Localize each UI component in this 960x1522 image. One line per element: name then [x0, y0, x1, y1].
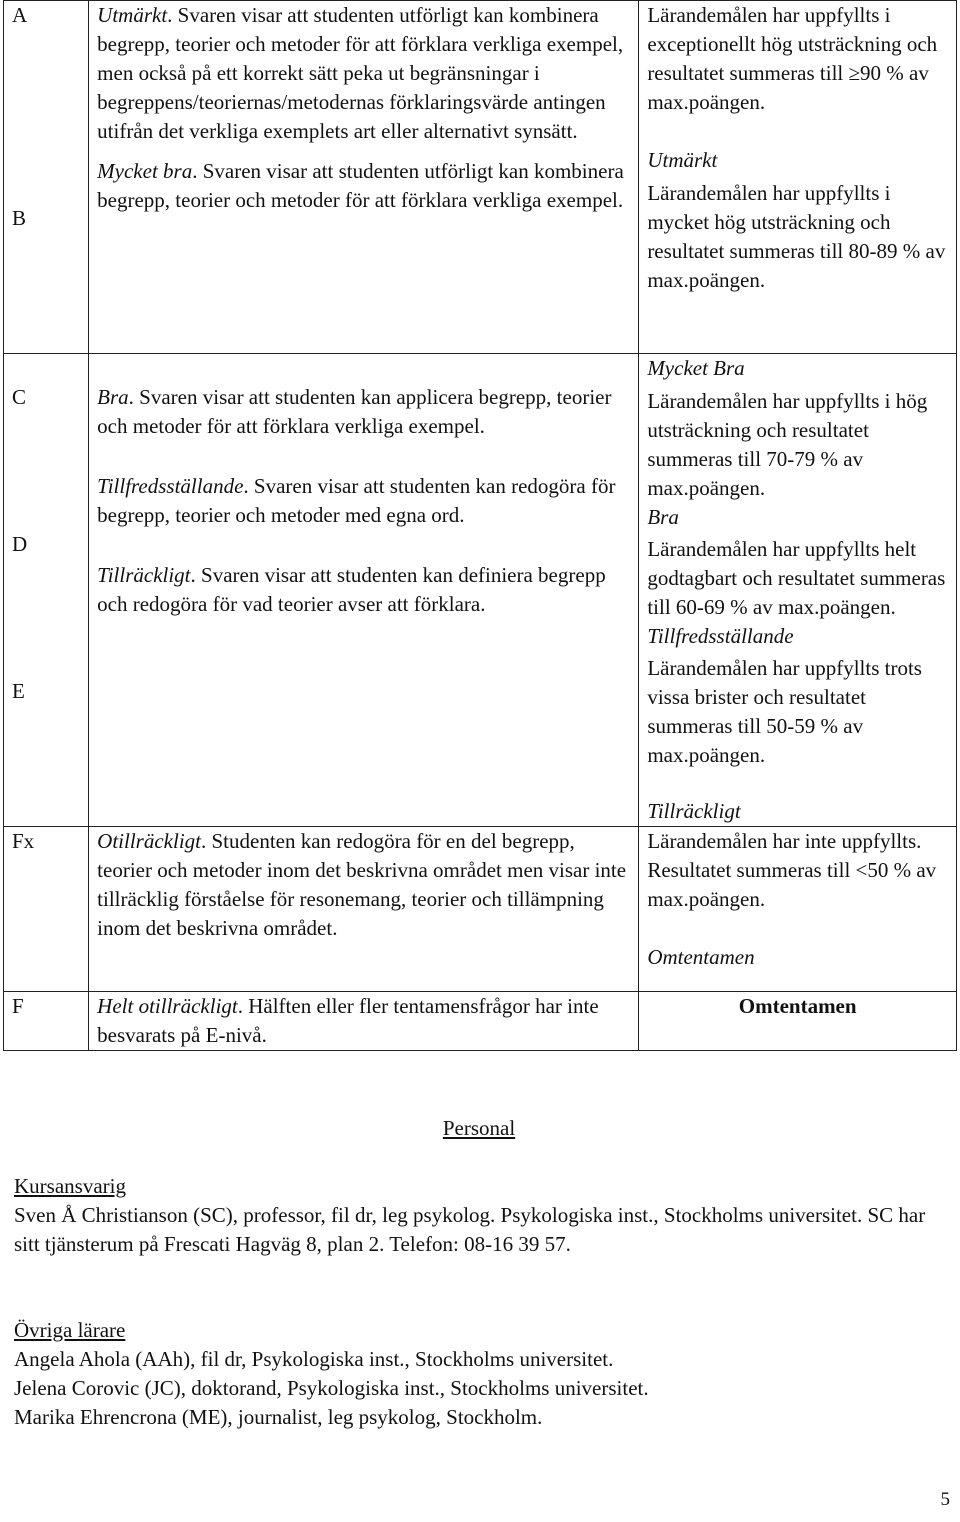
- personal-heading: [14, 1114, 944, 1143]
- kursansvarig-text: Sven Å Christianson (SC), professor, fil dr, leg psykolog. Psykologiska inst., Stockholms universitet. SC har sitt tjänsterum på Frescati Hagväg 8, plan 2. Telefon: 08-16 39 57.: [14, 1203, 926, 1256]
- grade-letter: B: [12, 206, 27, 230]
- grade-title: Tillfredsställande: [97, 474, 244, 498]
- grade-letter: C: [12, 385, 27, 409]
- grade-letter: D: [12, 532, 28, 556]
- grade-letter: E: [12, 679, 25, 703]
- table-row: [4, 992, 957, 1051]
- criteria-grade-label: Mycket Bra: [647, 356, 745, 380]
- criteria-grade-label: Omtentamen: [738, 994, 857, 1018]
- grade-letter: F: [12, 994, 24, 1018]
- grade-cell: [4, 1, 89, 354]
- page-number: 5: [940, 1489, 950, 1510]
- grade-text: . Svaren visar att studenten kan applicera begrepp, teorier och metoder för att förklara verkliga exempel.: [97, 385, 612, 438]
- teacher-line: Marika Ehrencrona (ME), journalist, leg psykolog, Stockholm.: [14, 1405, 543, 1429]
- criteria-cell: [639, 354, 957, 827]
- grade-title: Utmärkt: [97, 3, 168, 27]
- description-cell: [89, 827, 639, 992]
- kursansvarig-label: Kursansvarig: [14, 1174, 126, 1198]
- description-cell: [89, 354, 639, 827]
- grade-description: [97, 992, 630, 1050]
- grade-title: Tillräckligt: [97, 563, 191, 587]
- criteria-cell: [639, 1, 957, 354]
- criteria-grade-label: Utmärkt: [647, 148, 718, 172]
- grade-text: . Svaren visar att studenten utförligt kan kombinera begrepp, teorier och metoder för att förklara verkliga exempel.: [97, 159, 624, 212]
- grade-title: Otillräckligt: [97, 829, 201, 853]
- criteria-grade-label: Bra: [647, 505, 679, 529]
- grade-description: [97, 383, 630, 441]
- grade-cell: [4, 992, 89, 1051]
- grade-text: . Studenten kan redogöra för en del begrepp, teorier och metoder inom det beskrivna området men visar inte tillräcklig förståelse för resonemang, teorier och tillämpning inom det beskrivna området.: [97, 829, 627, 940]
- criteria-text: Lärandemålen har uppfyllts helt godtagbart och resultatet summeras till 60-69 % av max.poängen.: [647, 537, 946, 619]
- grade-text: . Hälften eller fler tentamensfrågor har inte besvarats på E-nivå.: [97, 994, 599, 1047]
- criteria-text: Lärandemålen har inte uppfyllts. Resultatet summeras till <50 % av max.poängen.: [647, 829, 937, 911]
- grade-title: Mycket bra: [97, 159, 193, 183]
- kursansvarig-section: [14, 1172, 944, 1259]
- description-cell: [89, 1, 639, 354]
- section-heading: Personal: [442, 1116, 516, 1140]
- criteria-grade-label: Tillfredsställande: [647, 624, 794, 648]
- criteria-text: Lärandemålen har uppfyllts i hög utsträckning och resultatet summeras till 70-79 % av max.poängen.: [647, 389, 928, 500]
- table-row: [4, 354, 957, 827]
- teacher-line: Jelena Corovic (JC), doktorand, Psykologiska inst., Stockholms universitet.: [14, 1376, 649, 1400]
- criteria-grade-label: Omtentamen: [647, 945, 755, 969]
- grade-title: Bra: [97, 385, 129, 409]
- criteria-text: Lärandemålen har uppfyllts i mycket hög utsträckning och resultatet summeras till 80-89 % av max.poängen.: [647, 181, 946, 292]
- table-row: [4, 1, 957, 354]
- ovriga-section: [14, 1316, 944, 1432]
- grade-letter: Fx: [12, 829, 35, 853]
- criteria-text: Lärandemålen har uppfyllts trots vissa brister och resultatet summeras till 50-59 % av max.poängen.: [647, 656, 922, 767]
- grade-description: [97, 157, 630, 215]
- criteria-grade-label: Tillräckligt: [647, 799, 741, 823]
- grade-cell: [4, 354, 89, 827]
- grade-text: . Svaren visar att studenten kan redogöra för begrepp, teorier och metoder med egna ord.: [97, 474, 616, 527]
- grade-description: [97, 827, 630, 943]
- criteria-cell: [639, 827, 957, 992]
- grade-letter: A: [12, 3, 28, 27]
- teacher-line: Angela Ahola (AAh), fil dr, Psykologiska inst., Stockholms universitet.: [14, 1347, 614, 1371]
- grade-text: . Svaren visar att studenten kan definiera begrepp och redogöra för vad teorier avser att förklara.: [97, 563, 606, 616]
- grade-cell: [4, 827, 89, 992]
- criteria-cell: [639, 992, 957, 1051]
- grade-description: [97, 1, 630, 146]
- table-row: [4, 827, 957, 992]
- description-cell: [89, 992, 639, 1051]
- grade-text: . Svaren visar att studenten utförligt kan kombinera begrepp, teorier och metoder för att förklara verkliga exempel, men också på ett korrekt sätt peka ut begränsningar i begreppens/teoriernas/metodernas förklaringsvärde antingen utifrån det verkliga exemplets art eller alternativt synsätt.: [97, 3, 624, 143]
- grade-title: Helt otillräckligt: [97, 994, 238, 1018]
- ovriga-label: Övriga lärare: [14, 1318, 126, 1342]
- criteria-text: Lärandemålen har uppfyllts i exceptionellt hög utsträckning och resultatet summeras till ≥90 % av max.poängen.: [647, 3, 938, 114]
- grade-description: [97, 472, 630, 530]
- grading-table: [3, 0, 957, 1051]
- grade-description: [97, 561, 630, 619]
